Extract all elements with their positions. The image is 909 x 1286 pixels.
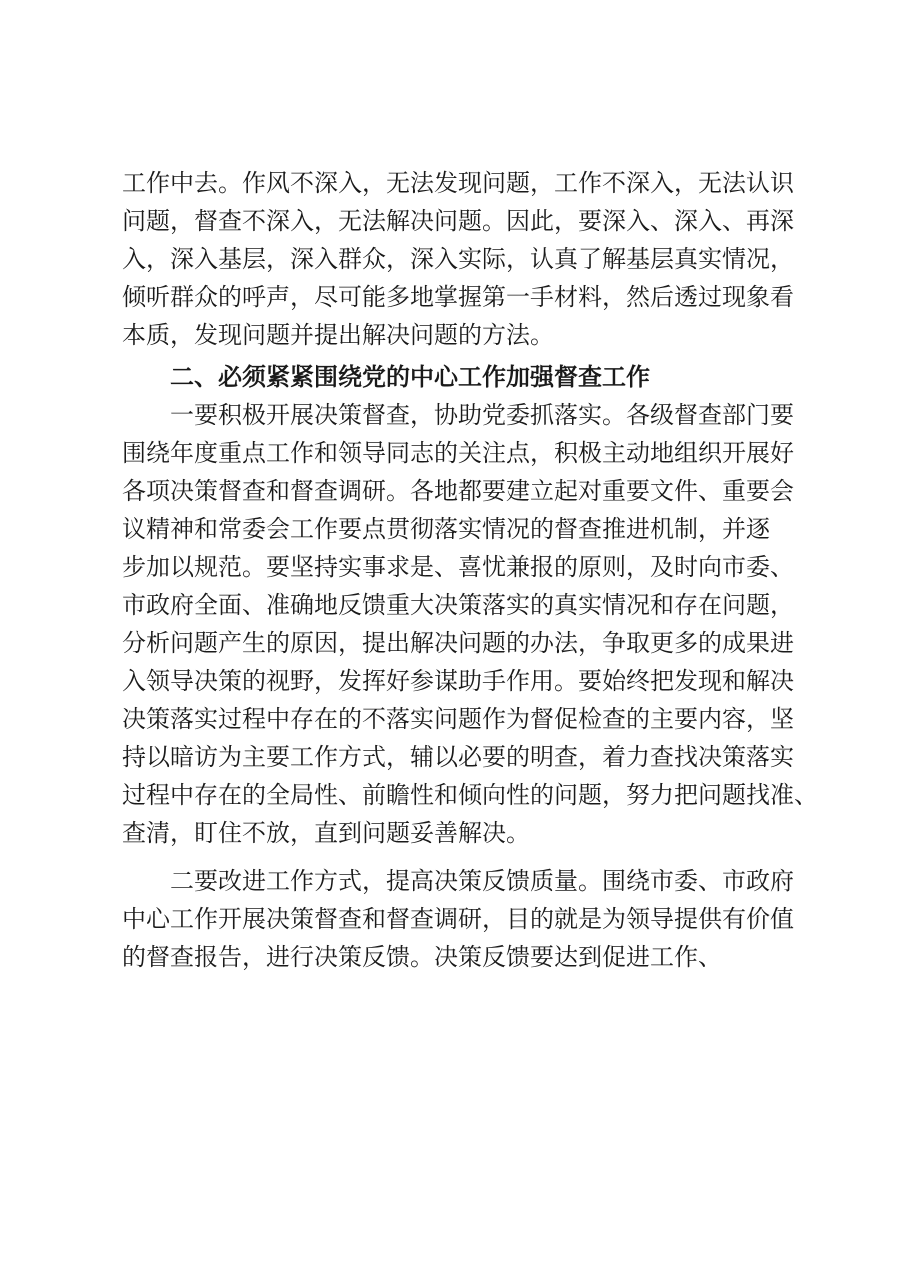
- paragraph-line: 持以暗访为主要工作方式，辅以必要的明查，着力查找决策落实: [122, 743, 794, 771]
- paragraph-line: 中心工作开展决策督查和督查调研，目的就是为领导提供有价值: [122, 905, 794, 933]
- paragraph-line: 查清，盯住不放，直到问题妥善解决。: [122, 819, 530, 847]
- paragraph-line: 一要积极开展决策督查，协助党委抓落实。各级督查部门要: [170, 401, 794, 429]
- paragraph-line: 过程中存在的全局性、前瞻性和倾向性的问题，努力把问题找准、: [122, 781, 818, 809]
- paragraph-line: 围绕年度重点工作和领导同志的关注点，积极主动地组织开展好: [122, 439, 794, 467]
- paragraph-line: 决策落实过程中存在的不落实问题作为督促检查的主要内容，坚: [122, 705, 794, 733]
- paragraph-line: 倾听群众的呼声，尽可能多地掌握第一手材料，然后透过现象看: [122, 283, 794, 311]
- paragraph-line: 本质，发现问题并提出解决问题的方法。: [122, 321, 554, 349]
- paragraph-line: 工作中去。作风不深入，无法发现问题，工作不深入，无法认识: [122, 169, 794, 197]
- paragraph-line: 议精神和常委会工作要点贯彻落实情况的督查推进机制，并逐: [122, 515, 770, 543]
- paragraph-line: 步加以规范。要坚持实事求是、喜忧兼报的原则，及时向市委、: [122, 553, 794, 581]
- paragraph-line: 问题，督查不深入，无法解决问题。因此，要深入、深入、再深: [122, 207, 794, 235]
- paragraph-line: 市政府全面、准确地反馈重大决策落实的真实情况和存在问题，: [122, 591, 794, 619]
- paragraph-line: 入领导决策的视野，发挥好参谋助手作用。要始终把发现和解决: [122, 667, 794, 695]
- section-heading: 二、必须紧紧围绕党的中心工作加强督查工作: [170, 363, 650, 391]
- paragraph-line: 各项决策督查和督查调研。各地都要建立起对重要文件、重要会: [122, 477, 794, 505]
- paragraph-line: 分析问题产生的原因，提出解决问题的办法，争取更多的成果进: [122, 629, 794, 657]
- paragraph-line: 入，深入基层，深入群众，深入实际，认真了解基层真实情况，: [122, 245, 794, 273]
- paragraph-line: 二要改进工作方式，提高决策反馈质量。围绕市委、市政府: [170, 867, 794, 895]
- paragraph-line: 的督查报告，进行决策反馈。决策反馈要达到促进工作、: [122, 943, 722, 971]
